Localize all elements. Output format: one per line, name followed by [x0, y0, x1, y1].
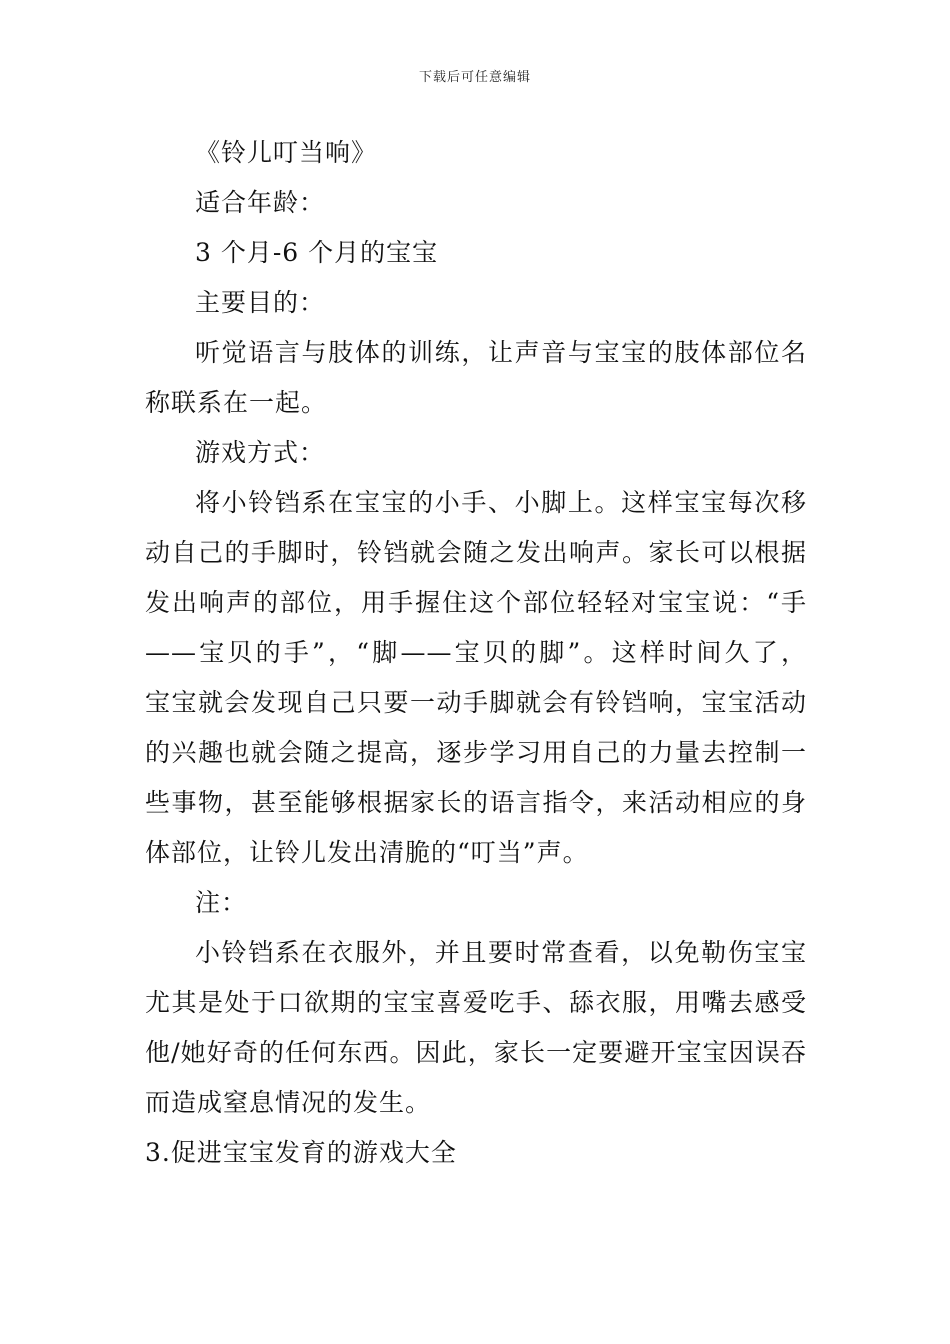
method-line: 的兴趣也就会随之提高，逐步学习用自己的力量去控制一: [145, 738, 807, 767]
method-line: 动自己的手脚时，铃铛就会随之发出响声。家长可以根据: [145, 538, 807, 567]
age-value: 3 个月-6 个月的宝宝: [195, 238, 439, 267]
purpose-line: 称联系在一起。: [145, 388, 328, 417]
note-line: 小铃铛系在衣服外，并且要时常查看，以免勒伤宝宝: [195, 938, 807, 967]
purpose-line: 听觉语言与肢体的训练，让声音与宝宝的肢体部位名: [195, 338, 807, 367]
document-body: [145, 128, 807, 1178]
method-label: 游戏方式：: [195, 438, 326, 467]
note-line: 尤其是处于口欲期的宝宝喜爱吃手、舔衣服，用嘴去感受: [145, 988, 807, 1017]
method-line: 体部位，让铃儿发出清脆的“叮当”声。: [145, 838, 589, 867]
method-line: 宝宝就会发现自己只要一动手脚就会有铃铛响，宝宝活动: [145, 688, 807, 717]
method-line: 发出响声的部位，用手握住这个部位轻轻对宝宝说：“手: [145, 588, 807, 617]
section-heading: 3.促进宝宝发育的游戏大全: [145, 1138, 457, 1167]
note-line: 而造成窒息情况的发生。: [145, 1088, 432, 1117]
game-title: 《铃儿叮当响》: [195, 138, 378, 167]
method-line: 些事物，甚至能够根据家长的语言指令，来活动相应的身: [145, 788, 807, 817]
age-label: 适合年龄：: [195, 188, 326, 217]
note-line: 他/她好奇的任何东西。因此，家长一定要避开宝宝因误吞: [145, 1038, 807, 1067]
method-line: 将小铃铛系在宝宝的小手、小脚上。这样宝宝每次移: [195, 488, 807, 517]
header-note: 下载后可任意编辑: [418, 70, 531, 85]
note-label: 注：: [195, 888, 248, 917]
method-line: ——宝贝的手”，“脚——宝贝的脚”。这样时间久了，: [145, 638, 807, 667]
purpose-label: 主要目的：: [195, 288, 326, 317]
